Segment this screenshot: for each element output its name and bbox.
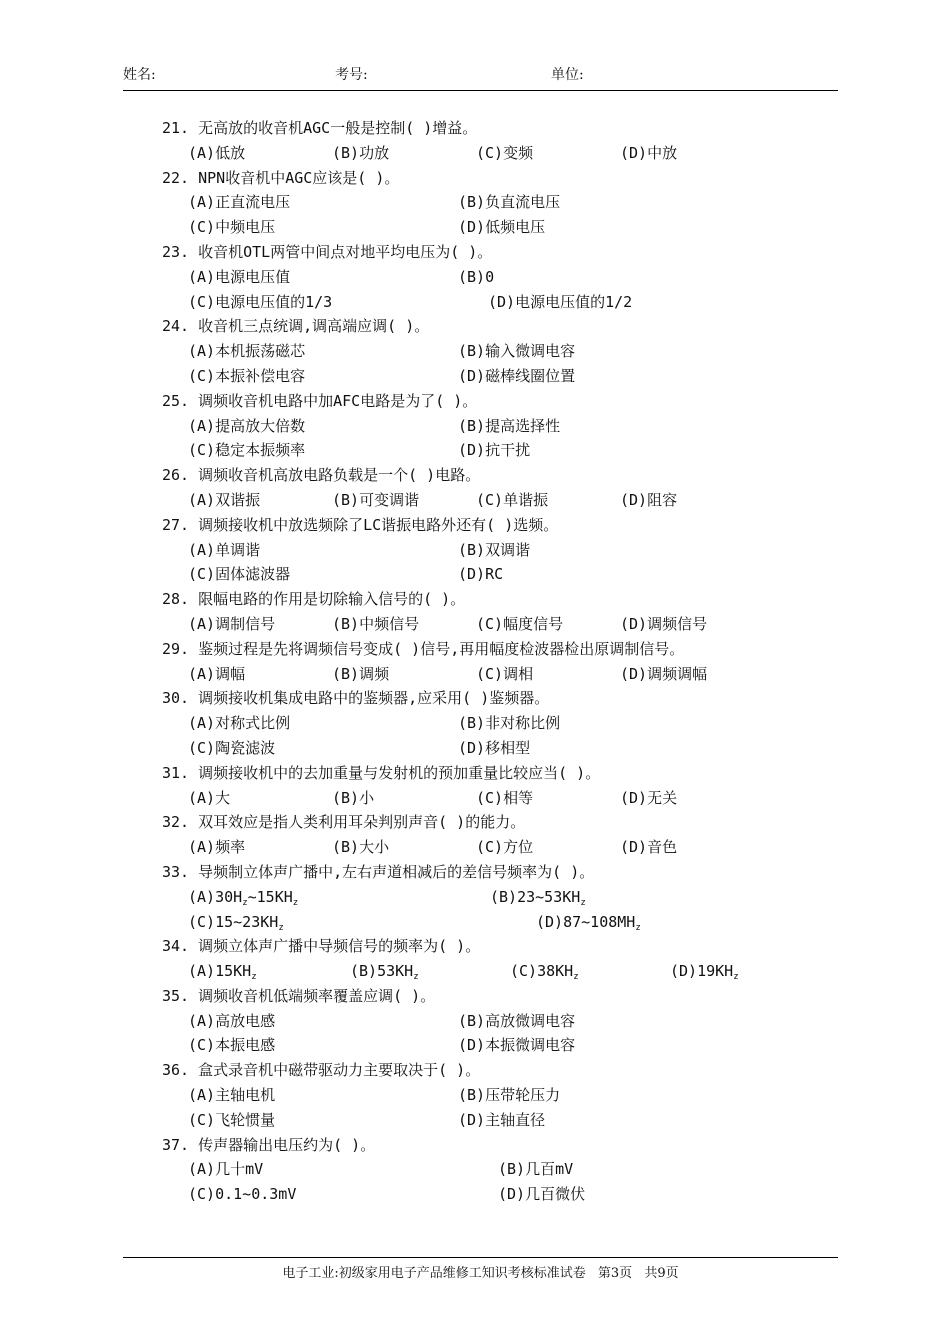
answer-option: (C)本振补偿电容 xyxy=(188,366,306,385)
answer-option: (A)对称式比例 xyxy=(188,714,291,733)
answer-option: $(D)19KH_z$ xyxy=(670,962,739,983)
question-stem: 33. 导频制立体声广播中,左右声道相减后的差信号频率为( )。 xyxy=(162,862,595,881)
unit-label: 单位: xyxy=(551,67,584,83)
answer-option: $(C)15\sim 23KH_z$ xyxy=(188,912,284,933)
answer-option: (D)调频调幅 xyxy=(620,664,708,683)
answer-option: (C)电源电压值的1/3 xyxy=(188,292,333,311)
answer-option: (D)几百微伏 xyxy=(498,1185,586,1204)
answer-option: (A)单调谐 xyxy=(188,540,261,559)
answer-option: (A)提高放大倍数 xyxy=(188,416,306,435)
answer-option: (C)固体滤波器 xyxy=(188,565,291,584)
footer-title: 电子工业:初级家用电子产品维修工知识考核标准试卷 xyxy=(282,1266,586,1281)
answer-option: (D)抗干扰 xyxy=(458,441,531,460)
option-row xyxy=(160,339,820,364)
answer-option: (B)小 xyxy=(332,788,375,807)
answer-option: (D)主轴直径 xyxy=(458,1110,546,1129)
exam-id-label: 考号: xyxy=(335,67,368,83)
answer-option: (A)低放 xyxy=(188,143,246,162)
answer-option: (B)功放 xyxy=(332,143,390,162)
question-stem: 31. 调频接收机中的去加重量与发射机的预加重量比较应当( )。 xyxy=(162,763,601,782)
answer-option: (C)调相 xyxy=(476,664,534,683)
page-footer xyxy=(123,1262,838,1281)
option-row xyxy=(160,538,820,563)
footer-rule xyxy=(123,1257,838,1258)
question-list xyxy=(160,116,820,1207)
answer-option: (B)几百mV xyxy=(498,1160,574,1179)
answer-option: (A)频率 xyxy=(188,838,246,857)
question-stem: 29. 鉴频过程是先将调频信号变成( )信号,再用幅度检波器检出原调制信号。 xyxy=(162,639,685,658)
name-label: 姓名: xyxy=(123,67,156,83)
question-stem: 36. 盒式录音机中磁带驱动力主要取决于( )。 xyxy=(162,1061,481,1080)
option-row xyxy=(160,1009,820,1034)
answer-option: (A)电源电压值 xyxy=(188,267,291,286)
question-stem: 35. 调频收音机低端频率覆盖应调( )。 xyxy=(162,986,436,1005)
answer-option: $(D)87\sim 108MH_z$ xyxy=(536,912,641,933)
answer-option: $(C)38KH_z$ xyxy=(510,962,579,983)
page-header xyxy=(123,62,838,90)
answer-option: (D)音色 xyxy=(620,838,678,857)
answer-option: (C)中频电压 xyxy=(188,218,276,237)
option-row xyxy=(160,562,820,587)
option-row xyxy=(160,612,820,637)
answer-option: (D)磁棒线圈位置 xyxy=(458,366,576,385)
question-stem: 28. 限幅电路的作用是切除输入信号的( )。 xyxy=(162,590,466,609)
answer-option: (C)0.1~0.3mV xyxy=(188,1185,297,1204)
option-row xyxy=(160,1033,820,1058)
option-row xyxy=(160,786,820,811)
option-row xyxy=(160,290,820,315)
question-stem: 37. 传声器输出电压约为( )。 xyxy=(162,1135,376,1154)
answer-option: (C)陶瓷滤波 xyxy=(188,738,276,757)
question-stem: 22. NPN收音机中AGC应该是( )。 xyxy=(162,168,400,187)
option-row xyxy=(160,1157,820,1182)
answer-option: (D)中放 xyxy=(620,143,678,162)
answer-option: (C)变频 xyxy=(476,143,534,162)
answer-option: (C)飞轮惯量 xyxy=(188,1110,276,1129)
answer-option: (D)移相型 xyxy=(458,738,531,757)
page-total: 共9页 xyxy=(644,1266,679,1281)
answer-option: (A)几十mV xyxy=(188,1160,264,1179)
option-row xyxy=(160,190,820,215)
question-stem: 34. 调频立体声广播中导频信号的频率为( )。 xyxy=(162,937,481,956)
answer-option: (C)本振电感 xyxy=(188,1036,276,1055)
question-stem: 23. 收音机OTL两管中间点对地平均电压为( )。 xyxy=(162,242,493,261)
answer-option: (B)0 xyxy=(458,267,495,286)
option-row xyxy=(160,265,820,290)
question-stem: 25. 调频收音机电路中加AFC电路是为了( )。 xyxy=(162,391,478,410)
option-row xyxy=(160,959,820,984)
option-row xyxy=(160,1108,820,1133)
answer-option: (D)无关 xyxy=(620,788,678,807)
question-stem: 24. 收音机三点统调,调高端应调( )。 xyxy=(162,317,430,336)
option-row xyxy=(160,711,820,736)
answer-option: (A)主轴电机 xyxy=(188,1086,276,1105)
page-number: 第3页 xyxy=(597,1266,633,1281)
option-row xyxy=(160,364,820,389)
answer-option: (B)负直流电压 xyxy=(458,193,561,212)
question-stem: 26. 调频收音机高放电路负载是一个( )电路。 xyxy=(162,466,481,485)
option-row xyxy=(160,414,820,439)
answer-option: $(B)23\sim 53KH_z$ xyxy=(490,887,586,908)
answer-option: (C)稳定本振频率 xyxy=(188,441,306,460)
answer-option: (B)调频 xyxy=(332,664,390,683)
question-stem: 32. 双耳效应是指人类利用耳朵判别声音( )的能力。 xyxy=(162,813,526,832)
answer-option: (D)RC xyxy=(458,565,504,584)
answer-option: (B)输入微调电容 xyxy=(458,342,576,361)
answer-option: (D)电源电压值的1/2 xyxy=(488,292,633,311)
answer-option: (D)本振微调电容 xyxy=(458,1036,576,1055)
answer-option: (B)非对称比例 xyxy=(458,714,561,733)
option-row xyxy=(160,885,820,910)
answer-option: (A)大 xyxy=(188,788,231,807)
answer-option: (C)单谐振 xyxy=(476,490,549,509)
option-row xyxy=(160,1083,820,1108)
answer-option: (A)本机振荡磁芯 xyxy=(188,342,306,361)
option-row xyxy=(160,141,820,166)
answer-option: (C)幅度信号 xyxy=(476,614,564,633)
answer-option: (D)低频电压 xyxy=(458,218,546,237)
option-row xyxy=(160,488,820,513)
answer-option: (A)双谐振 xyxy=(188,490,261,509)
answer-option: (B)提高选择性 xyxy=(458,416,561,435)
answer-option: (A)高放电感 xyxy=(188,1011,276,1030)
option-row xyxy=(160,438,820,463)
answer-option: (B)中频信号 xyxy=(332,614,420,633)
answer-option: (B)大小 xyxy=(332,838,390,857)
answer-option: (B)可变调谐 xyxy=(332,490,420,509)
question-stem: 27. 调频接收机中放选频除了LC谐振电路外还有( )选频。 xyxy=(162,515,559,534)
answer-option: (B)压带轮压力 xyxy=(458,1086,561,1105)
answer-option: $(A)30H_z\sim 15KH_z$ xyxy=(188,887,299,908)
option-row xyxy=(160,662,820,687)
answer-option: (B)高放微调电容 xyxy=(458,1011,576,1030)
answer-option: $(A)15KH_z$ xyxy=(188,962,257,983)
option-row xyxy=(160,736,820,761)
question-stem: 21. 无高放的收音机AGC一般是控制( )增益。 xyxy=(162,119,478,137)
answer-option: (B)双调谐 xyxy=(458,540,531,559)
option-row xyxy=(160,1182,820,1207)
option-row xyxy=(160,215,820,240)
answer-option: (D)阻容 xyxy=(620,490,678,509)
answer-option: (A)正直流电压 xyxy=(188,193,291,212)
option-row xyxy=(160,910,820,935)
answer-option: (C)相等 xyxy=(476,788,534,807)
answer-option: (A)调制信号 xyxy=(188,614,276,633)
answer-option: (D)调频信号 xyxy=(620,614,708,633)
answer-option: $(B)53KH_z$ xyxy=(350,962,419,983)
header-rule xyxy=(123,90,838,91)
answer-option: (C)方位 xyxy=(476,838,534,857)
question-stem: 30. 调频接收机集成电路中的鉴频器,应采用( )鉴频器。 xyxy=(162,689,550,708)
answer-option: (A)调幅 xyxy=(188,664,246,683)
option-row xyxy=(160,835,820,860)
